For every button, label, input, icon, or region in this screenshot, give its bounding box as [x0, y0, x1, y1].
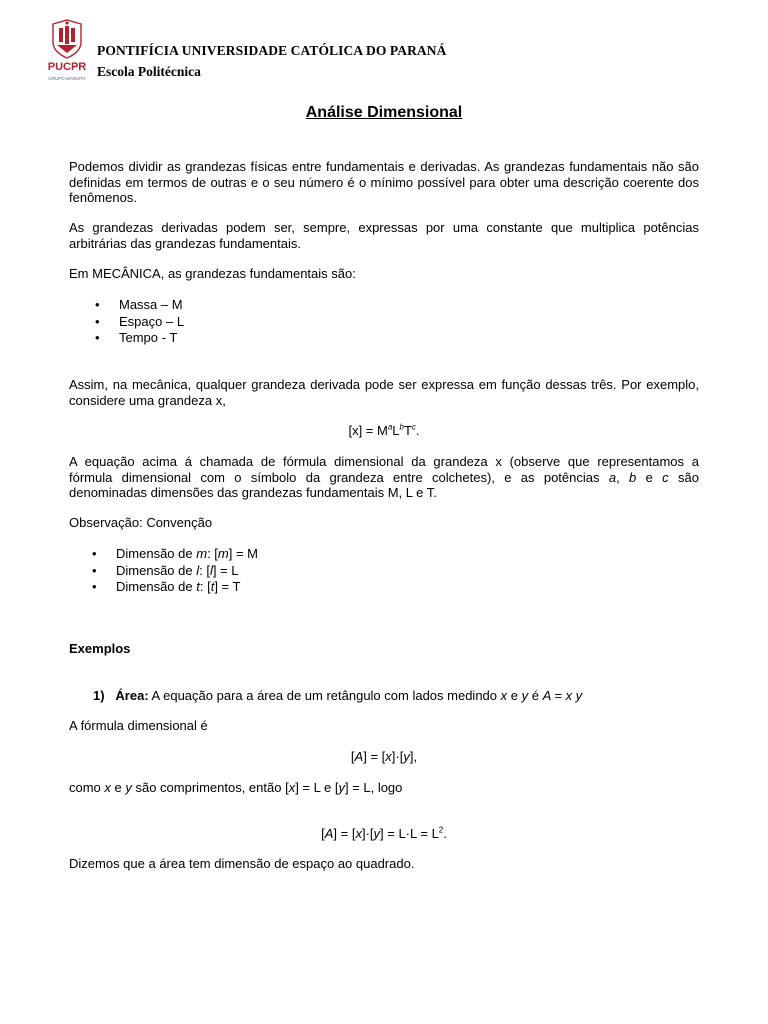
formula-dimensional: $[x] = M^aL^bT^c$. — [348, 422, 420, 438]
university-name: PONTIFÍCIA UNIVERSIDADE CATÓLICA DO PARANÁ — [97, 43, 447, 58]
conclusion-text: Dizemos que a área tem dimensão de espaço ao quadrado. — [69, 856, 415, 871]
since-lengths-line: como x e y são comprimentos, então [x] = L e [y] = L, logo — [69, 780, 403, 795]
bullet-icon: • — [95, 313, 100, 329]
list-item: • Dimensão de m: [m] = M — [92, 546, 259, 561]
convention-list — [92, 546, 259, 596]
paragraph-mechanics: Em MECÂNICA, as grandezas fundamentais são: — [69, 266, 356, 281]
paragraph-derived: As grandezas derivadas podem ser, sempre, expressas por uma constante que multiplica potências arbitrárias das grandezas fundamentais. — [69, 220, 699, 251]
pucpr-logo — [40, 18, 94, 88]
list-item: • Dimensão de l: [l] = L — [92, 562, 239, 578]
list-item: • Massa – M — [95, 297, 183, 312]
bullet-icon: • — [95, 330, 100, 345]
logo-text: PUCPR — [47, 61, 87, 73]
equation-area-result: $[A] = [x]\cdot[y] = L\cdot L = L^2$. — [321, 825, 447, 841]
list-item: • Espaço – L — [95, 313, 185, 329]
example-1: 1) Área: A equação para a área de um retângulo com lados medindo x e y é A = x y — [93, 688, 583, 703]
paragraph-derived-expression: Assim, na mecânica, qualquer grandeza derivada pode ser expressa em função dessas três. Por exemplo, considere uma grandeza x, — [69, 377, 699, 408]
logo-subtext: GRUPO MARISTA — [48, 76, 86, 81]
examples-heading: Exemplos — [69, 641, 131, 656]
paragraph-intro: Podemos dividir as grandezas físicas entre fundamentais e derivadas. As grandezas fundamentais não são definidas em termos de outras e o seu número é o mínimo possível para obter uma descrição coerente dos fenômenos. — [69, 159, 699, 205]
observation-label: Observação: Convenção — [69, 515, 213, 530]
list-item: • Tempo - T — [95, 330, 178, 345]
bullet-icon: • — [92, 546, 97, 561]
dimensional-formula-intro: A fórmula dimensional é — [69, 718, 208, 733]
bullet-icon: • — [95, 297, 100, 312]
bullet-icon: • — [92, 579, 97, 594]
bullet-icon: • — [92, 562, 97, 578]
list-item: • Dimensão de t: [t] = T — [92, 579, 241, 594]
equation-area-dims: [A] = [x]·[y], — [350, 749, 418, 764]
school-name: Escola Politécnica — [97, 64, 201, 79]
paragraph-formula-explanation: A equação acima á chamada de fórmula dimensional da grandeza x (observe que representamos a fórmula dimensional com o símbolo da grandeza entre colchetes), e as potências a, b e c são denominadas dimensões das grandezas fundamentais M, L e T. — [69, 454, 699, 500]
page-title: Análise Dimensional — [305, 104, 463, 121]
crest-icon — [53, 20, 81, 58]
fundamentals-list — [95, 297, 185, 347]
